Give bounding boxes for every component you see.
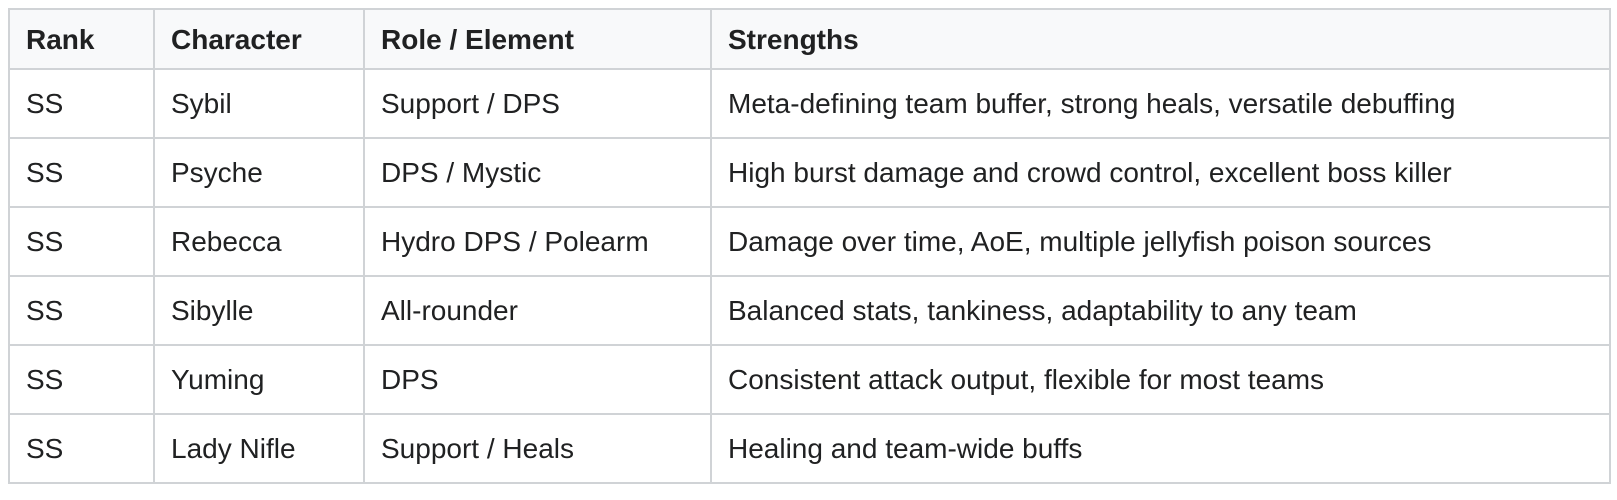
cell-strengths: High burst damage and crowd control, excellent boss killer <box>711 138 1610 207</box>
table-row <box>9 276 1610 345</box>
cell-role-element: Hydro DPS / Polearm <box>364 207 711 276</box>
cell-strengths: Healing and team-wide buffs <box>711 414 1610 483</box>
table-body <box>9 69 1610 483</box>
cell-role-element: DPS / Mystic <box>364 138 711 207</box>
header-role-element: Role / Element <box>364 9 711 69</box>
cell-strengths: Consistent attack output, flexible for most teams <box>711 345 1610 414</box>
table-header-row <box>9 9 1610 69</box>
cell-strengths: Meta-defining team buffer, strong heals, versatile debuffing <box>711 69 1610 138</box>
cell-character: Sibylle <box>154 276 364 345</box>
cell-strengths: Balanced stats, tankiness, adaptability to any team <box>711 276 1610 345</box>
cell-rank: SS <box>9 69 154 138</box>
cell-character: Rebecca <box>154 207 364 276</box>
tier-list-table <box>8 8 1611 484</box>
table-row <box>9 414 1610 483</box>
table-row <box>9 138 1610 207</box>
cell-character: Yuming <box>154 345 364 414</box>
cell-role-element: All-rounder <box>364 276 711 345</box>
header-strengths: Strengths <box>711 9 1610 69</box>
header-rank: Rank <box>9 9 154 69</box>
cell-strengths: Damage over time, AoE, multiple jellyfish poison sources <box>711 207 1610 276</box>
table-row <box>9 69 1610 138</box>
cell-rank: SS <box>9 138 154 207</box>
cell-rank: SS <box>9 276 154 345</box>
cell-role-element: DPS <box>364 345 711 414</box>
cell-character: Sybil <box>154 69 364 138</box>
cell-rank: SS <box>9 414 154 483</box>
cell-character: Psyche <box>154 138 364 207</box>
cell-role-element: Support / DPS <box>364 69 711 138</box>
cell-character: Lady Nifle <box>154 414 364 483</box>
header-character: Character <box>154 9 364 69</box>
cell-rank: SS <box>9 345 154 414</box>
table-row <box>9 345 1610 414</box>
cell-rank: SS <box>9 207 154 276</box>
table-row <box>9 207 1610 276</box>
cell-role-element: Support / Heals <box>364 414 711 483</box>
